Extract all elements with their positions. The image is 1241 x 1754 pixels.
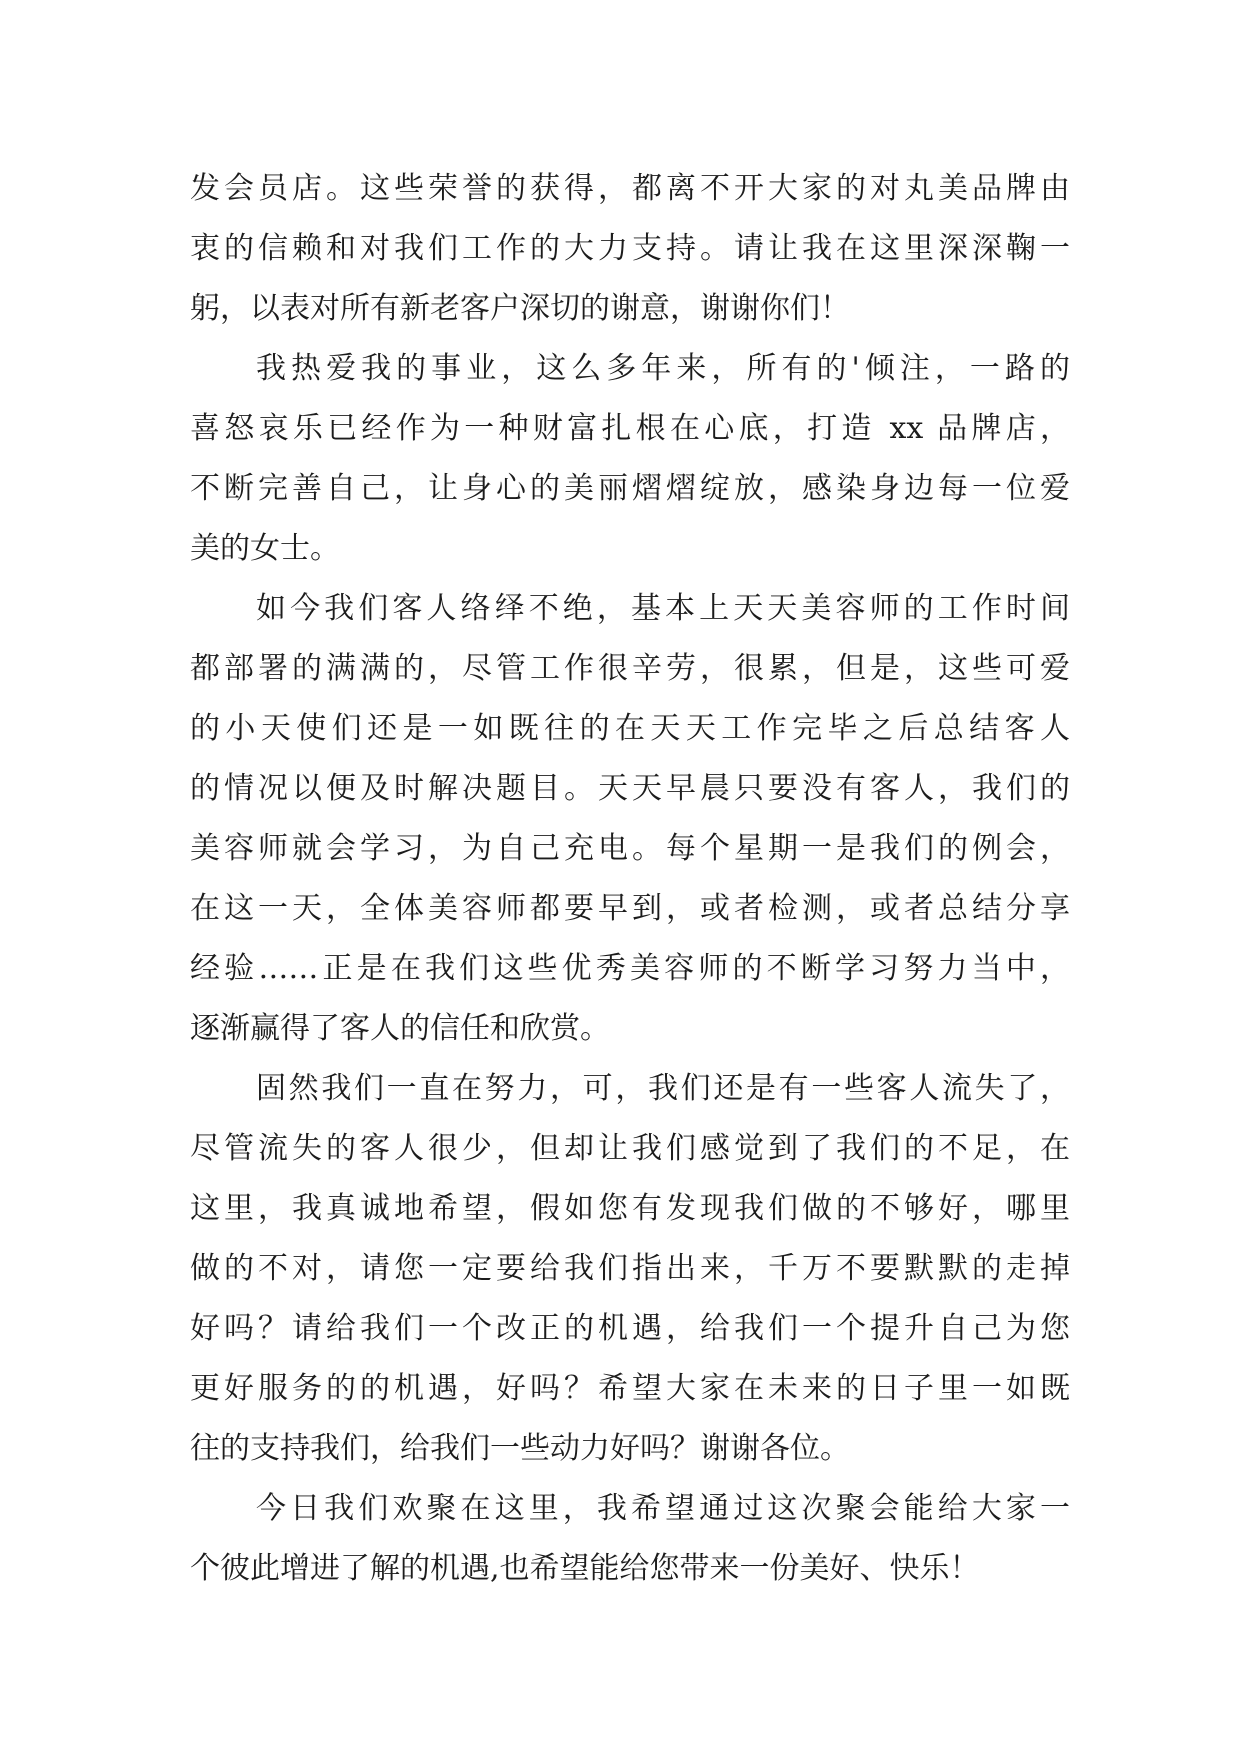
- paragraph-4: [190, 1059, 1070, 1479]
- text-line: 在这一天，全体美容师都要早到，或者检测，或者总结分享: [190, 891, 1070, 926]
- paragraph-3: [190, 579, 1070, 1059]
- text-line: 个彼此增进了解的机遇,也希望能给您带来一份美好、快乐！: [190, 1551, 980, 1586]
- text-line: 经验……正是在我们这些优秀美容师的不断学习努力当中，: [190, 951, 1070, 986]
- text-line: 做的不对，请您一定要给我们指出来，千万不要默默的走掉: [190, 1251, 1070, 1286]
- text-line: 今日我们欢聚在这里，我希望通过这次聚会能给大家一: [256, 1491, 1070, 1526]
- text-line: 更好服务的的机遇，好吗？希望大家在未来的日子里一如既: [190, 1371, 1070, 1406]
- text-line: 发会员店。这些荣誉的获得，都离不开大家的对丸美品牌由: [190, 171, 1070, 206]
- text-line: 的小天使们还是一如既往的在天天工作完毕之后总结客人: [190, 711, 1070, 746]
- text-line: 躬，以表对所有新老客户深切的谢意，谢谢你们！: [190, 291, 850, 326]
- text-line: 的情况以便及时解决题目。天天早晨只要没有客人，我们的: [190, 771, 1070, 806]
- text-line: 衷的信赖和对我们工作的大力支持。请让我在这里深深鞠一: [190, 231, 1070, 266]
- text-line: 如今我们客人络绎不绝，基本上天天美容师的工作时间: [256, 591, 1070, 626]
- text-line: 好吗？请给我们一个改正的机遇，给我们一个提升自己为您: [190, 1311, 1070, 1346]
- text-line: 美的女士。: [190, 531, 340, 566]
- text-line: 我热爱我的事业，这么多年来，所有的'倾注，一路的: [256, 351, 1070, 386]
- paragraph-2: [190, 339, 1070, 579]
- text-line: 这里，我真诚地希望，假如您有发现我们做的不够好，哪里: [190, 1191, 1070, 1226]
- text-line: 固然我们一直在努力，可，我们还是有一些客人流失了，: [256, 1071, 1070, 1106]
- paragraph-1: [190, 159, 1070, 339]
- text-line: 逐渐赢得了客人的信任和欣赏。: [190, 1011, 610, 1046]
- text-line: 喜怒哀乐已经作为一种财富扎根在心底，打造 xx 品牌店，: [190, 411, 1070, 446]
- paragraph-5: [190, 1479, 1070, 1599]
- text-line: 都部署的满满的，尽管工作很辛劳，很累，但是，这些可爱: [190, 651, 1070, 686]
- text-line: 尽管流失的客人很少，但却让我们感觉到了我们的不足，在: [190, 1131, 1070, 1166]
- text-line: 美容师就会学习，为自己充电。每个星期一是我们的例会，: [190, 831, 1070, 866]
- document-body: [190, 159, 1070, 1599]
- text-line: 不断完善自己，让身心的美丽熠熠绽放，感染身边每一位爱: [190, 471, 1070, 506]
- text-line: 往的支持我们，给我们一些动力好吗？谢谢各位。: [190, 1431, 850, 1466]
